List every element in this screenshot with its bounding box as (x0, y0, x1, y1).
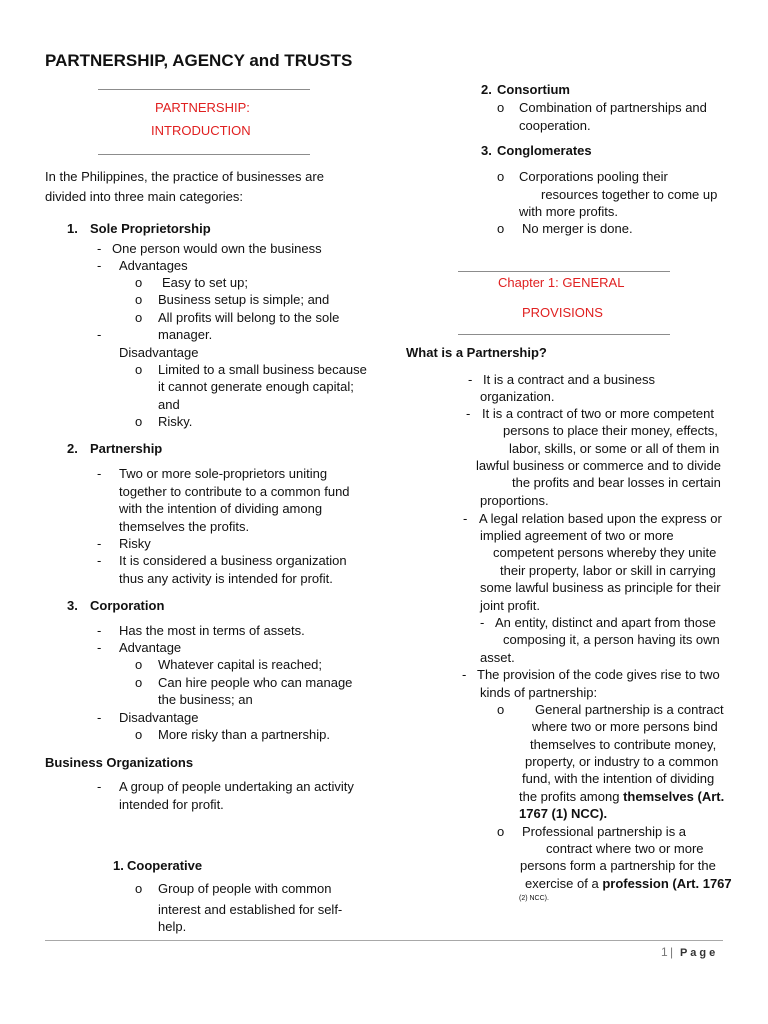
partnership-heading: Partnership (90, 441, 163, 456)
definition-text: A legal relation based upon the express or (479, 511, 722, 526)
definition-text: property, or industry to a common (525, 754, 719, 769)
chapter-heading-line2: PROVISIONS (522, 305, 603, 320)
list-number: 3. (481, 143, 492, 158)
list-item: the business; an (158, 692, 253, 707)
dash-bullet: - (97, 779, 102, 794)
dash-bullet: - (97, 553, 102, 568)
definition-text: where two or more persons bind (532, 719, 718, 734)
definition-text: proportions. (480, 493, 549, 508)
list-item: resources together to come up (541, 187, 718, 202)
consortium-heading: Consortium (497, 82, 570, 97)
dash-bullet: - (97, 327, 102, 342)
divider (458, 271, 670, 272)
definition-text: The provision of the code gives rise to two (477, 667, 720, 682)
circle-bullet: o (135, 414, 143, 429)
list-item: help. (158, 919, 187, 934)
list-item: Whatever capital is reached; (158, 657, 323, 672)
definition-text: their property, labor or skill in carrying (500, 563, 716, 578)
dash-bullet: - (97, 466, 102, 481)
list-item: Corporations pooling their (519, 169, 668, 184)
page-separator: | (670, 945, 674, 959)
divider (98, 89, 310, 90)
divider (98, 154, 310, 155)
list-item: cooperation. (519, 118, 591, 133)
list-item: interest and established for self- (158, 902, 343, 917)
definition-text: persons form a partnership for the (520, 858, 716, 873)
dash-bullet: - (463, 511, 468, 526)
definition-text: the profits and bear losses in certain (512, 475, 721, 490)
list-item: together to contribute to a common fund (119, 484, 350, 499)
document-title: PARTNERSHIP, AGENCY and TRUSTS (45, 51, 353, 70)
page-label: P a g e (680, 947, 716, 959)
definition-text: some lawful business as principle for their (480, 580, 721, 595)
dash-bullet: - (462, 667, 467, 682)
list-number: 3. (67, 598, 78, 613)
dash-bullet: - (466, 406, 471, 421)
definition-text: contract where two or more (546, 841, 704, 856)
what-is-partnership-heading: What is a Partnership? (406, 345, 547, 360)
circle-bullet: o (497, 824, 505, 839)
list-item: Can hire people who can manage (158, 675, 353, 690)
list-number: 1. (113, 858, 124, 873)
sole-proprietorship-heading: Sole Proprietorship (90, 221, 211, 236)
definition-text: Professional partnership is a (522, 824, 687, 839)
list-item: Easy to set up; (162, 275, 248, 290)
list-item: Combination of partnerships and (519, 100, 707, 115)
definition-text: persons to place their money, effects, (503, 423, 718, 438)
circle-bullet: o (135, 727, 143, 742)
definition-text: fund, with the intention of dividing (522, 771, 715, 786)
section-heading-line1: PARTNERSHIP: (155, 100, 250, 115)
definition-text: competent persons whereby they unite (493, 545, 717, 560)
dash-bullet: - (97, 241, 102, 256)
list-item: Group of people with common (158, 881, 332, 896)
circle-bullet: o (135, 292, 143, 307)
list-item: All profits will belong to the sole (158, 310, 340, 325)
list-item: Business setup is simple; and (158, 292, 330, 307)
cooperative-heading: Cooperative (127, 858, 203, 873)
list-item: One person would own the business (112, 241, 322, 256)
intro-text: In the Philippines, the practice of businesses are (45, 169, 324, 184)
circle-bullet: o (135, 657, 143, 672)
definition-text: themselves to contribute money, (530, 737, 717, 752)
page-number: 1 (661, 945, 668, 959)
list-item: Risky (119, 536, 151, 551)
definition-text: It is a contract of two or more competent (482, 406, 714, 421)
list-item: themselves the profits. (119, 519, 250, 534)
dash-bullet: - (97, 258, 102, 273)
list-number: 1. (67, 221, 78, 236)
divider (458, 334, 670, 335)
circle-bullet: o (135, 310, 143, 325)
chapter-heading-line1: Chapter 1: GENERAL (498, 275, 625, 290)
circle-bullet: o (135, 675, 143, 690)
definition-text: asset. (480, 650, 515, 665)
dash-bullet: - (97, 710, 102, 725)
definition-text: joint profit. (480, 598, 540, 613)
circle-bullet: o (135, 275, 143, 290)
list-number: 2. (481, 82, 492, 97)
definition-text: implied agreement of two or more (480, 528, 674, 543)
list-item: More risky than a partnership. (158, 727, 330, 742)
circle-bullet: o (497, 169, 505, 184)
circle-bullet: o (497, 221, 505, 236)
dash-bullet: - (97, 640, 102, 655)
list-item: Risky. (158, 414, 193, 429)
list-number: 2. (67, 441, 78, 456)
definition-text: General partnership is a contract (535, 702, 724, 717)
list-item: Disadvantage (119, 710, 199, 725)
list-item: It is considered a business organization (119, 553, 347, 568)
definition-text: (2) NCC). (519, 895, 549, 902)
business-organizations-heading: Business Organizations (45, 755, 194, 770)
dash-bullet: - (468, 372, 473, 387)
definition-text: 1767 (1) NCC). (519, 806, 608, 821)
list-item: intended for profit. (119, 797, 224, 812)
circle-bullet: o (497, 100, 505, 115)
list-item: manager. (158, 327, 213, 342)
definition-text: organization. (480, 389, 555, 404)
definition-text: exercise of a profession (Art. 1767 (525, 876, 732, 891)
definition-text: labor, skills, or some or all of them in (509, 441, 720, 456)
list-item: Advantages (119, 258, 188, 273)
circle-bullet: o (135, 881, 143, 896)
dash-bullet: - (97, 536, 102, 551)
section-heading-line2: INTRODUCTION (151, 123, 251, 138)
list-item: with more profits. (519, 204, 618, 219)
corporation-heading: Corporation (90, 598, 165, 613)
definition-text: An entity, distinct and apart from those (495, 615, 716, 630)
definition-text: composing it, a person having its own (503, 632, 720, 647)
list-item: with the intention of dividing among (119, 501, 323, 516)
list-item: thus any activity is intended for profit. (119, 571, 333, 586)
list-item: Limited to a small business because (158, 362, 367, 377)
conglomerates-heading: Conglomerates (497, 143, 592, 158)
circle-bullet: o (135, 362, 143, 377)
list-item: No merger is done. (522, 221, 633, 236)
dash-bullet: - (97, 623, 102, 638)
definition-text: the profits among themselves (Art. (519, 789, 725, 804)
definition-text: It is a contract and a business (483, 372, 655, 387)
list-item: Advantage (119, 640, 182, 655)
definition-text: lawful business or commerce and to divide (476, 458, 721, 473)
list-item: Disadvantage (119, 345, 199, 360)
footer-divider (45, 940, 723, 941)
list-item: A group of people undertaking an activity (119, 779, 354, 794)
intro-text: divided into three main categories: (45, 189, 244, 204)
dash-bullet: - (480, 615, 485, 630)
list-item: Has the most in terms of assets. (119, 623, 305, 638)
list-item: Two or more sole-proprietors uniting (119, 466, 328, 481)
circle-bullet: o (497, 702, 505, 717)
list-item: it cannot generate enough capital; (158, 379, 354, 394)
definition-text: kinds of partnership: (480, 685, 598, 700)
list-item: and (158, 397, 180, 412)
